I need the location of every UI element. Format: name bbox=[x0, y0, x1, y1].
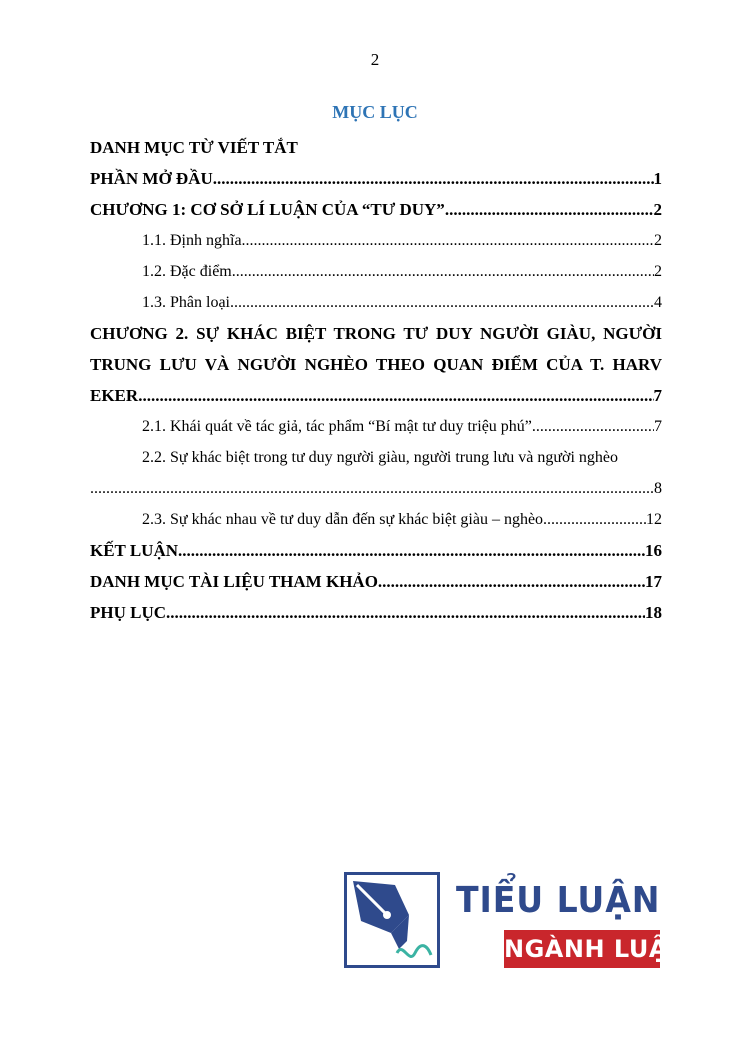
dot-leader bbox=[232, 261, 654, 283]
toc-entry-introduction[interactable] bbox=[90, 159, 662, 190]
toc-entry-2-1[interactable] bbox=[90, 407, 662, 438]
toc-entry-label: DANH MỤC TỪ VIẾT TẮT bbox=[90, 138, 298, 157]
dot-leader bbox=[230, 292, 654, 314]
toc-entry-label-line-2: TRUNG LƯU VÀ NGƯỜI NGHÈO THEO QUAN ĐIỂM CỦA T. HARV bbox=[90, 355, 662, 374]
toc-entry-2-2[interactable] bbox=[90, 438, 662, 500]
dot-leader bbox=[213, 168, 654, 190]
toc-entry-page: 17 bbox=[645, 572, 662, 591]
logo-subtitle: NGÀNH LUẬT bbox=[504, 930, 660, 968]
dot-leader bbox=[532, 416, 654, 438]
toc-entry-1-2[interactable] bbox=[90, 252, 662, 283]
dot-leader bbox=[378, 571, 645, 593]
dot-leader bbox=[178, 540, 645, 562]
toc-entry-page: 18 bbox=[645, 603, 662, 622]
toc-entry-appendix[interactable] bbox=[90, 593, 662, 624]
toc-entry-1-1[interactable] bbox=[90, 221, 662, 252]
toc-entry-label: KẾT LUẬN bbox=[90, 541, 179, 560]
toc-entry-label: 1.1. Định nghĩa bbox=[142, 232, 242, 249]
toc-entry-page: 12 bbox=[646, 511, 662, 528]
toc-entry-page: 7 bbox=[654, 418, 662, 435]
toc-entry-label: 2.1. Khái quát về tác giả, tác phẩm “Bí mật tư duy triệu phú” bbox=[142, 418, 532, 435]
toc-entry-references[interactable] bbox=[90, 562, 662, 593]
toc-entry-page: 7 bbox=[653, 386, 662, 405]
fountain-pen-icon bbox=[344, 872, 440, 968]
dot-leader bbox=[543, 509, 646, 531]
toc-entry-label-line-3: EKER bbox=[90, 386, 139, 405]
dot-leader bbox=[90, 478, 654, 500]
toc-entry-label: 2.3. Sự khác nhau về tư duy dẫn đến sự khác biệt giàu – nghèo bbox=[142, 511, 544, 528]
toc-entry-abbreviations[interactable] bbox=[90, 128, 662, 159]
toc-entry-page: 2 bbox=[654, 232, 662, 249]
toc-entry-label: DANH MỤC TÀI LIỆU THAM KHẢO bbox=[90, 572, 378, 591]
toc-entry-page: 16 bbox=[645, 541, 662, 560]
dot-leader bbox=[138, 385, 653, 407]
toc-entry-label: PHẦN MỞ ĐẦU bbox=[90, 169, 213, 188]
toc-entry-1-3[interactable] bbox=[90, 283, 662, 314]
toc-entry-label: 1.3. Phân loại bbox=[142, 294, 230, 311]
toc-entry-label: CHƯƠNG 1: CƠ SỞ LÍ LUẬN CỦA “TƯ DUY” bbox=[90, 200, 445, 219]
page-number: 2 bbox=[370, 50, 380, 69]
toc-entry-label: 1.2. Đặc điểm bbox=[142, 263, 232, 280]
toc-title: MỤC LỤC bbox=[332, 102, 418, 122]
toc-entry-2-3[interactable] bbox=[90, 500, 662, 531]
toc-entry-page: 8 bbox=[654, 480, 662, 497]
toc-entry-chapter-2[interactable] bbox=[90, 314, 662, 407]
toc-entry-label-line-1: CHƯƠNG 2. SỰ KHÁC BIỆT TRONG TƯ DUY NGƯỜI GIÀU, NGƯỜI bbox=[90, 324, 662, 343]
toc-entry-conclusion[interactable] bbox=[90, 531, 662, 562]
logo-title: TIỂU LUẬN bbox=[456, 880, 661, 921]
toc-entry-page: 4 bbox=[654, 294, 662, 311]
dot-leader bbox=[166, 602, 645, 624]
toc-entry-page: 2 bbox=[653, 200, 662, 219]
toc-entry-page: 2 bbox=[654, 263, 662, 280]
toc-entry-page: 1 bbox=[653, 169, 662, 188]
watermark-logo bbox=[344, 870, 685, 972]
toc-entry-label: 2.2. Sự khác biệt trong tư duy người giàu, người trung lưu và người nghèo bbox=[142, 449, 619, 466]
table-of-contents bbox=[90, 128, 662, 624]
dot-leader bbox=[242, 230, 654, 252]
dot-leader bbox=[445, 199, 654, 221]
toc-entry-chapter-1[interactable] bbox=[90, 190, 662, 221]
toc-entry-label: PHỤ LỤC bbox=[90, 603, 167, 622]
